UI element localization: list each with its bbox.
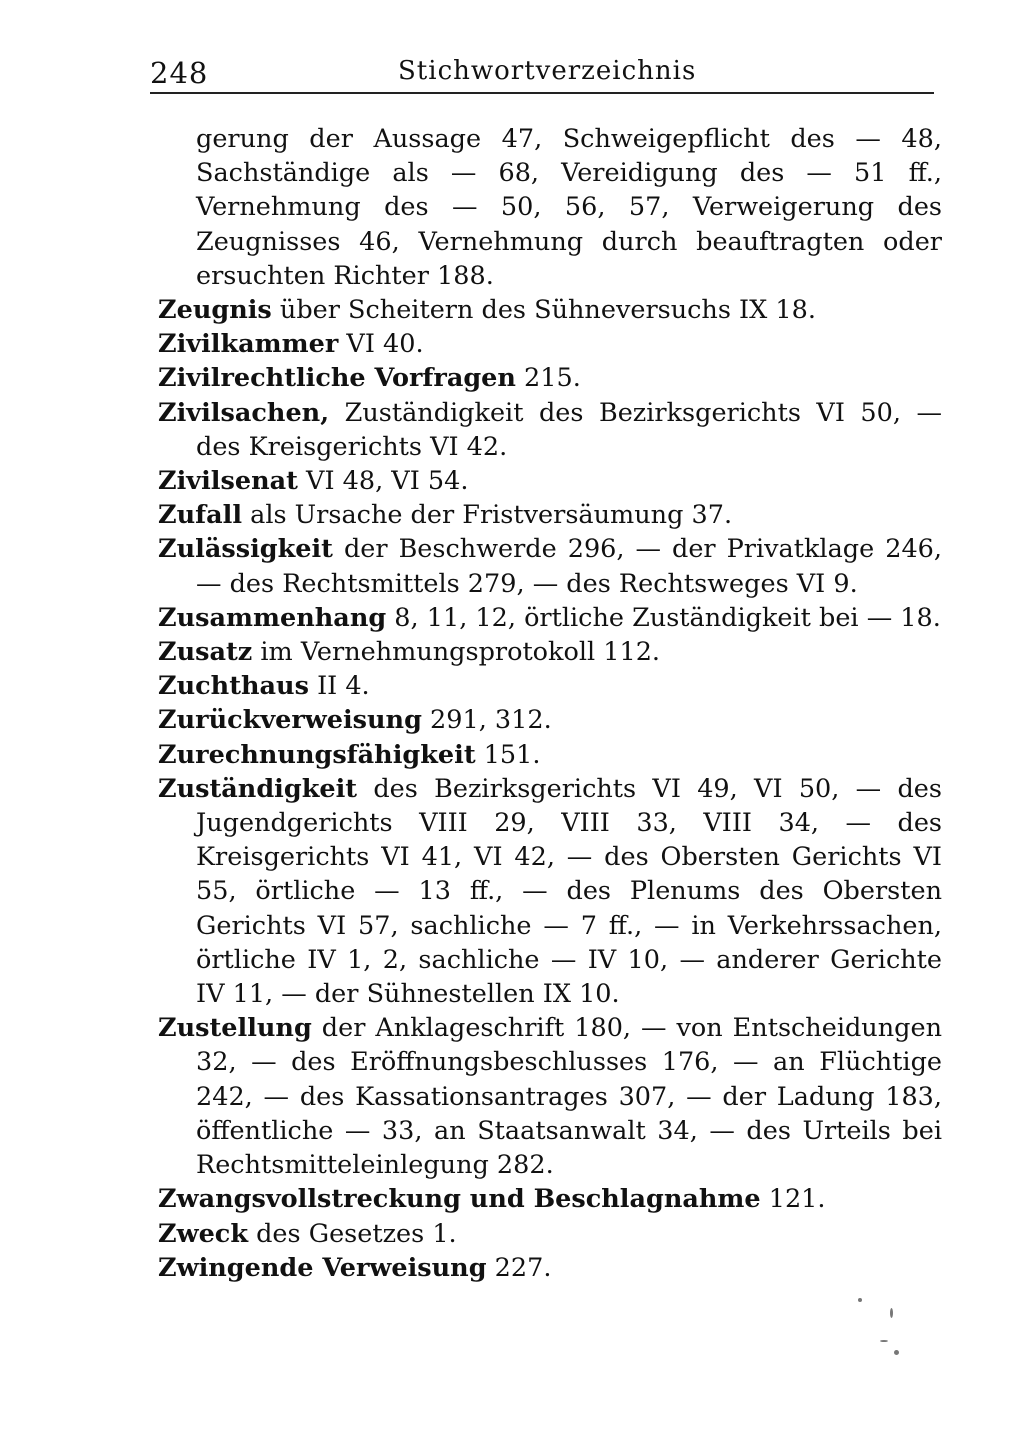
ink-speck [894,1350,899,1355]
index-term: Zivilsachen, [158,397,330,428]
ink-speck [880,1340,888,1342]
ink-speck [858,1298,862,1302]
index-locators: als Ursache der Fristversäumung 37. [242,500,733,531]
index-term: Zuchthaus [158,671,309,702]
index-locators: 291, 312. [421,705,552,736]
index-entry [158,703,942,737]
index-term: Zuständigkeit [158,773,358,804]
print-specks [850,1290,910,1370]
index-term: Zufall [158,500,243,531]
index-entry-continuation: gerung der Aussage 47, Schweigepflicht des — 48, Sachständige als — 68, Vereidigung des — 51 ff., Vernehmung des — 50, 56, 57, Verweigerung des Zeugnisses 46, Vernehmung durch beauftragten oder ersuchten Richter 188. [196,124,942,291]
index-entry [158,1251,942,1285]
index-locators: des Gesetzes 1. [248,1218,457,1249]
index-locators: der Beschwerde 296, — der Privatklage 246, — des Rechtsmittels 279, — des Rechtsweges VI 9. [196,534,942,599]
page-number: 248 [150,56,209,90]
index-term: Zustellung [158,1013,312,1044]
index-body [158,122,942,1285]
index-locators: 227. [486,1252,552,1283]
index-term: Zusatz [158,637,253,668]
index-entry [158,498,942,532]
index-locators: VI 48, VI 54. [297,466,469,497]
index-locators: II 4. [308,671,370,702]
index-term: Zivilrechtliche Vorfragen [158,363,516,394]
index-locators: 151. [475,739,541,770]
index-locators: 215. [515,363,581,394]
index-term: Zurechnungsfähigkeit [158,739,476,770]
index-locators: 8, 11, 12, örtliche Zuständigkeit bei — 18. [386,602,941,633]
index-locators: der Anklageschrift 180, — von Entscheidungen 32, — des Eröffnungsbeschlusses 176, — an Flüchtige 242, — des Kassationsantrages 307, — der Ladung 183, öffentliche — 33, an Staatsanwalt 34, — des Urteils bei Rechtsmitteleinlegung 282. [196,1013,942,1181]
index-term: Zivilkammer [158,329,339,360]
index-locators: Zuständigkeit des Bezirksgerichts VI 50, — des Kreisgerichts VI 42. [196,397,942,462]
header-rule [150,92,934,94]
index-term: Zulässigkeit [158,534,333,565]
ink-speck [890,1308,893,1318]
index-entry [158,601,942,635]
index-entry [158,361,942,395]
index-entry [158,532,942,600]
index-entry [158,1217,942,1251]
index-entry [158,293,942,327]
page-header [150,52,934,92]
index-locators: des Bezirksgerichts VI 49, VI 50, — des Jugendgerichts VIII 29, VIII 33, VIII 34, — des Kreisgerichts VI 41, VI 42, — des Obersten Gerichts VI 55, örtliche — 13 ff., — des Plenums des Obersten Gerichts VI 57, sachliche — 7 ff., — in Verkehrssachen, örtliche IV 1, 2, sachliche — IV 10, — anderer Gerichte IV 11, — der Sühnestellen IX 10. [196,773,942,1010]
index-locators: über Scheitern des Sühneversuchs IX 18. [271,295,816,326]
index-term: Zurückverweisung [158,705,422,736]
index-locators: im Vernehmungsprotokoll 112. [252,637,661,668]
index-term: Zusammenhang [158,602,387,633]
index-entry [158,1011,942,1182]
index-entry [158,1182,942,1216]
index-term: Zeugnis [158,295,272,326]
index-entry [158,669,942,703]
index-entry [158,772,942,1011]
index-entry [158,635,942,669]
index-locators: VI 40. [338,329,424,360]
index-entry [158,738,942,772]
index-entry [158,327,942,361]
index-term: Zweck [158,1218,248,1249]
running-head: Stichwortverzeichnis [398,56,697,86]
index-locators: 121. [760,1184,826,1215]
index-term: Zwingende Verweisung [158,1252,487,1283]
index-entry [158,396,942,464]
index-term: Zwangsvollstreckung und Beschlagnahme [158,1184,761,1215]
index-term: Zivilsenat [158,466,298,497]
index-entry [158,464,942,498]
